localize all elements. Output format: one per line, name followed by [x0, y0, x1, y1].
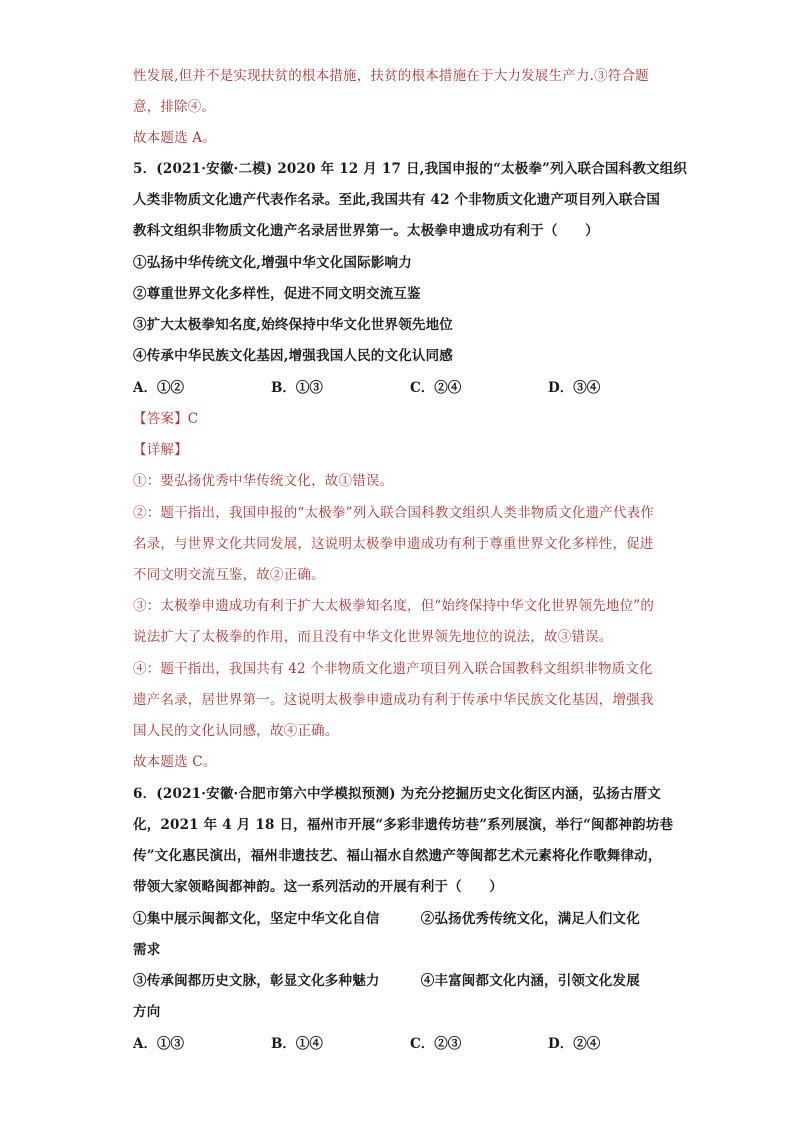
text-line: 性发展,但并不是实现扶贫的根本措施，扶贫的根本措施在于大力发展生产力.③符合题: [133, 68, 649, 84]
question-5-stem: 5．(2021·安徽·二模) 2020 年 12 月 17 日,我国申报的“太极拳”列入联合国科教文组织: [133, 161, 688, 177]
question-6-stem: 化，2021 年 4 月 18 日，福州市开展“多彩非遗传坊巷”系列展演，举行“闽都神韵坊巷: [133, 817, 674, 833]
question-5-statement: ④传承中华民族文化基因,增强我国人民的文化认同感: [133, 348, 453, 364]
question-6-statement: ③传承闽都历史文脉，彰显文化多种魅力 ④丰富闽都文化内涵，引领文化发展: [133, 973, 640, 989]
text-line: 故本题选 A。: [133, 130, 216, 146]
question-5-stem: 教科文组织非物质文化遗产名录居世界第一。太极拳申遗成功有利于（ ）: [133, 223, 599, 239]
explanation-line: 故本题选 C。: [133, 754, 217, 770]
explanation-line: 遗产名录，居世界第一。这说明太极拳申遗成功有利于传承中华民族文化基因，增强我: [133, 692, 654, 708]
question-5-option-d: D．③④: [548, 380, 601, 396]
question-6-statement: ①集中展示闽都文化，坚定中华文化自信 ②弘扬优秀传统文化，满足人们文化: [133, 911, 640, 927]
question-6-statement: 方向: [133, 1004, 161, 1020]
question-6-option-b: B．①④: [271, 1036, 323, 1052]
question-6-statement: 需求: [133, 942, 161, 958]
text-line: 意，排除④。: [133, 99, 216, 115]
question-5-option-a: A．①②: [133, 380, 184, 396]
explanation-line: 名录，与世界文化共同发展，这说明太极拳申遗成功有利于尊重世界文化多样性，促进: [133, 536, 654, 552]
explanation-line: 说法扩大了太极拳的作用，而且没有中华文化世界领先地位的说法，故③错误。: [133, 629, 613, 645]
explanation-line: ①：要弘扬优秀中华传统文化，故①错误。: [133, 473, 394, 489]
question-6-option-d: D．②④: [548, 1036, 601, 1052]
question-6-stem: 6．(2021·安徽·合肥市第六中学模拟预测) 为充分挖掘历史文化街区内涵，弘扬古厝文: [133, 786, 661, 802]
question-5-statement: ②尊重世界文化多样性，促进不同文明交流互鉴: [133, 286, 421, 302]
explanation-line: 国人民的文化认同感，故④正确。: [133, 723, 339, 739]
explanation-line: ②：题干指出，我国申报的“太极拳”列入联合国科教文组织人类非物质文化遗产代表作: [133, 505, 655, 521]
question-5-option-c: C．②④: [410, 380, 462, 396]
answer-label: 【答案】C: [133, 411, 199, 427]
question-6-option-a: A．①③: [133, 1036, 184, 1052]
question-6-stem: 带领大家领略闽都神韵。这一系列活动的开展有利于（ ）: [133, 879, 503, 895]
question-5-stem: 人类非物质文化遗产代表作名录。至此,我国共有 42 个非物质文化遗产项目列入联合国: [133, 192, 661, 208]
explanation-line: ③：太极拳申遗成功有利于扩大太极拳知名度，但“始终保持中华文化世界领先地位”的: [133, 598, 655, 614]
explanation-label: 【详解】: [133, 442, 188, 458]
question-5-option-b: B．①③: [271, 380, 323, 396]
question-5-statement: ①弘扬中华传统文化,增强中华文化国际影响力: [133, 255, 412, 271]
explanation-line: ④：题干指出，我国共有 42 个非物质文化遗产项目列入联合国教科文组织非物质文化: [133, 661, 653, 677]
question-6-stem: 传”文化惠民演出，福州非遗技艺、福山福水自然遗产等闽都艺术元素将化作歌舞律动，: [133, 848, 662, 864]
explanation-line: 不同文明交流互鉴，故②正确。: [133, 567, 325, 583]
question-5-statement: ③扩大太极拳知名度,始终保持中华文化世界领先地位: [133, 317, 453, 333]
question-6-option-c: C．②③: [410, 1036, 462, 1052]
